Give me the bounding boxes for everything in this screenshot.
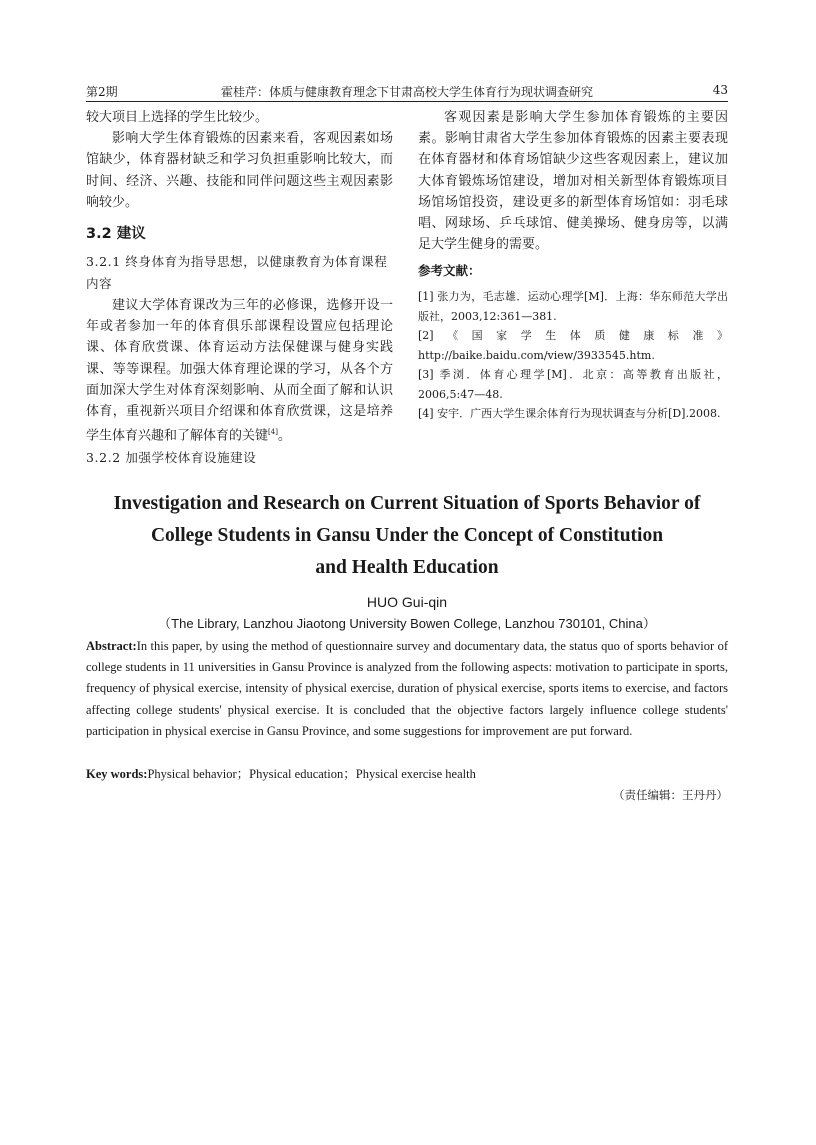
paragraph: 影响大学生体育锻炼的因素来看，客观因素如场馆缺少，体育器材缺乏和学习负担重影响比较大，而时间、经济、兴趣、技能和同伴问题这些主观因素影响较少。 [86,131,393,210]
subsection-heading: 3.2.2 加强学校体育设施建设 [86,449,257,465]
citation-marker: [4] [268,428,278,437]
left-column [86,107,393,469]
page-number: 43 [712,83,728,97]
paragraph [86,295,393,447]
paragraph-end: 。 [277,428,291,444]
running-title: 霍桂芹：体质与健康教育理念下甘肃高校大学生体育行为现状调查研究 [220,85,593,99]
header-rule [86,101,728,102]
page-header [86,80,728,102]
keywords-label: Key words: [86,767,148,781]
right-column [418,107,728,424]
title-line: Investigation and Research on Current Situation of Sports Behavior of [113,493,701,514]
paragraph-text: 建议大学体育课改为三年的必修课，选修开设一年或者参加一年的体育俱乐部课程设置应包括理论课、体育欣赏课、体育运动方法保健课与健身实践课、等等课程。加强大体育理论课的学习，从各个方面加深大学生对体育深刻影响、从而全面了解和认识体育，重视新兴项目介绍课和体育欣赏课，这是培养学生体育兴趣和了解体育的关键 [86,298,393,444]
keywords [86,764,728,784]
english-title [86,488,728,584]
keywords-text: Physical behavior；Physical education；Physical exercise health [147,767,476,781]
issue-number: 第2期 [86,85,118,99]
editor-note: （责任编辑：王丹丹） [613,788,728,802]
paragraph: 较大项目上选择的学生比较少。 [86,110,269,125]
author-affiliation: （The Library, Lanzhou Jiaotong University Bowen College, Lanzhou 730101, China） [158,616,656,631]
references-title: 参考文献： [418,263,481,279]
reference-item: [3] 季浏．体育心理学[M]．北京：高等教育出版社，2006,5:47—48. [418,368,728,401]
section-heading: 3.2 建议 [86,226,146,243]
abstract-label: Abstract: [86,639,137,653]
subsection-heading: 3.2.1 终身体育为指导思想，以健康教育为体育课程内容 [86,254,388,292]
abstract-text: In this paper, by using the method of questionnaire survey and documentary data, the status quo of sports behavior of college students in 11 universities in Gansu Province is analyzed from the following aspects: motivation to participate in sports, frequency of physical exercise, intensity of physical exercise, duration of physical exercise, sports items to exercise, and factors affecting college students' physical exercise. It is concluded that the objective factors largely influence college students' participation in physical exercise in Gansu Province, and some suggestions for improvement are put forward. [86,639,728,738]
paragraph: 客观因素是影响大学生参加体育锻炼的主要因素。影响甘肃省大学生参加体育锻炼的因素主要表现在体育器材和体育场馆缺少这些客观因素上，建议加大体育锻炼场馆建设，增加对相关新型体育锻炼项目场馆场馆投资，建设更多的新型体育场馆如：羽毛球唱、网球场、乒乓球馆、健美操场、健身房等，以满足大学生健身的需要。 [418,110,728,253]
author-name: HUO Gui-qin [366,594,448,610]
reference-item: [4] 安宇．广西大学生课余体育行为现状调查与分析[D].2008. [418,407,721,421]
title-line: College Students in Gansu Under the Concept of Constitution [150,525,664,546]
abstract [86,636,728,742]
reference-item: [2]《国家学生体质健康标准》http://baike.baidu.com/view/3933545.htm. [418,329,728,362]
reference-item: [1] 张力为，毛志雄．运动心理学[M]．上海：华东师范大学出版社，2003,12:361—381. [418,290,728,323]
title-line: and Health Education [315,557,499,578]
